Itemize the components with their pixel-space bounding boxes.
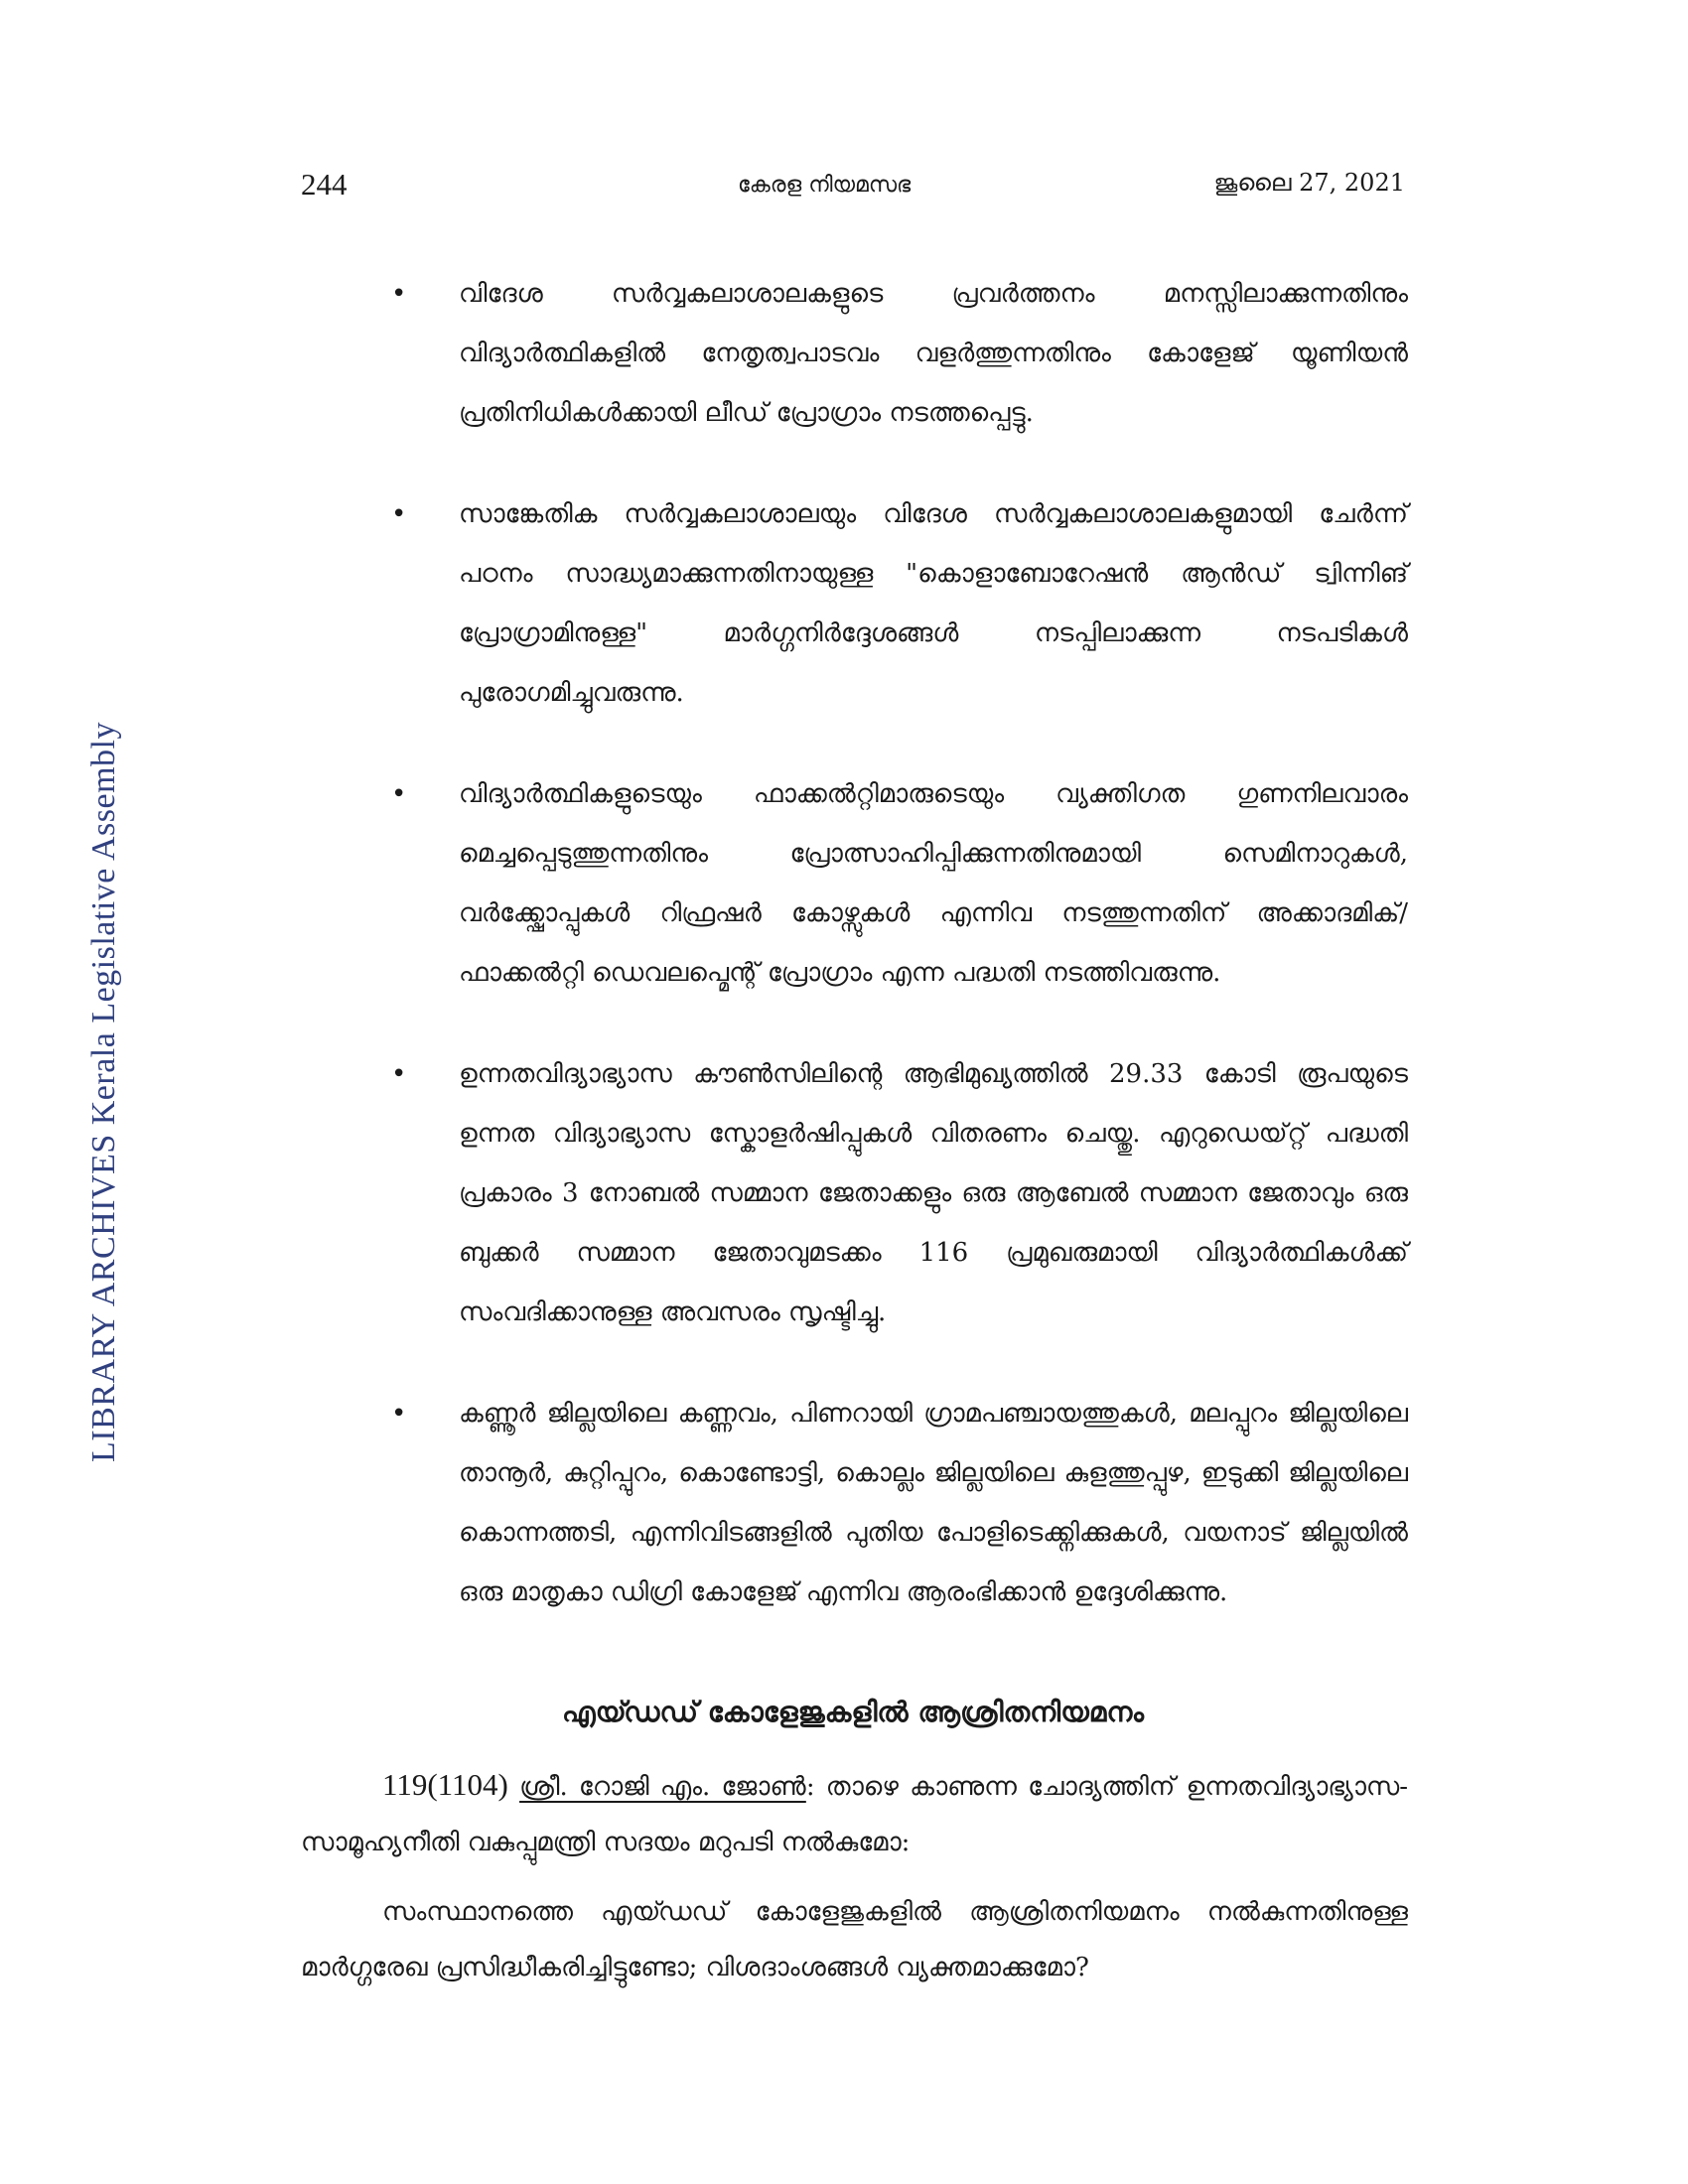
question-block [301,1757,1408,2009]
bullet-text: സാങ്കേതിക സർവ്വകലാശാലയും വിദേശ സർവ്വകലാശാലകളുമായി ചേർന്ന് പഠനം സാദ്ധ്യമാക്കുന്നതിനായുള്ള "കൊളാബോറേഷൻ ആൻഡ് ട്വിന്നിങ് പ്രോഗ്രാമിനുള്ള" മാർഗ്ഗനിർദ്ദേശങ്ങൾ നടപ്പിലാക്കുന്ന നടപടികൾ പുരോഗമിച്ചുവരുന്നു. [459,499,1408,708]
bullet-icon: • [391,279,407,309]
library-archives-watermark: LIBRARY ARCHIVES Kerala Legislative Assembly [85,721,122,1463]
bullet-icon: • [391,779,407,809]
running-title: കേരള നിയമസഭ [738,173,912,198]
question-intro-text: : താഴെ കാണുന്ന ചോദ്യത്തിന് ഉന്നതവിദ്യാഭ്യാസ-സാമൂഹ്യനീതി വകുപ്പുമന്ത്രി സദയം മറുപടി നൽകുമോ: [301,1772,1409,1857]
question-number: 119(1104) [382,1767,508,1802]
bullet-item [377,1044,1408,1342]
page-date: ജൂലൈ 27, 2021 [1213,169,1405,197]
question-intro [301,1757,1408,1870]
bullet-icon: • [391,1399,407,1429]
bullet-item [377,484,1408,723]
page-number: 244 [301,167,348,202]
bullet-text: വിദ്യാർത്ഥികളുടെയും ഫാക്കൽറ്റിമാരുടെയും വ്യക്തിഗത ഗുണനിലവാരം മെച്ചപ്പെടുത്തുന്നതിനും പ്രോത്സാഹിപ്പിക്കുന്നതിനുമായി സെമിനാറുകൾ, വർക്ക്ഷോപ്പുകൾ റിഫ്രഷർ കോഴ്സുകൾ എന്നിവ നടത്തുന്നതിന് അക്കാദമിക്/ഫാക്കൽറ്റി ഡെവലപ്മെന്റ് പ്രോഗ്രാം എന്ന പദ്ധതി നടത്തിവരുന്നു. [459,779,1408,988]
bullet-icon: • [391,1059,407,1089]
section-heading: എയ്ഡഡ് കോളേജുകളിൽ ആശ്രിതനിയമനം [561,1696,1145,1728]
bullet-text: ഉന്നതവിദ്യാഭ്യാസ കൗൺസിലിന്റെ ആഭിമുഖ്യത്തിൽ 29.33 കോടി രൂപയുടെ ഉന്നത വിദ്യാഭ്യാസ സ്കോളർഷിപ്പുകൾ വിതരണം ചെയ്തു. എറുഡെയ്റ്റ് പദ്ധതി പ്രകാരം 3 നോബൽ സമ്മാന ജേതാക്കളും ഒരു ആബേൽ സമ്മാന ജേതാവും ഒരു ബുക്കർ സമ്മാന ജേതാവുമടക്കം 116 പ്രമുഖരുമായി വിദ്യാർത്ഥികൾക്ക് സംവദിക്കാനുള്ള അവസരം സൃഷ്ടിച്ചു. [459,1059,1408,1327]
member-name: ശ്രീ. റോജി എം. ജോൺ [519,1772,806,1802]
bullet-text: കണ്ണൂർ ജില്ലയിലെ കണ്ണവം, പിണറായി ഗ്രാമപഞ്ചായത്തുകൾ, മലപ്പുറം ജില്ലയിലെ താനൂർ, കുറ്റിപ്പുറം, കൊണ്ടോട്ടി, കൊല്ലം ജില്ലയിലെ കുളത്തുപ്പുഴ, ഇടുക്കി ജില്ലയിലെ കൊന്നത്തടി, എന്നിവിടങ്ങളിൽ പുതിയ പോളിടെക്ക്നിക്കുകൾ, വയനാട് ജില്ലയിൽ ഒരു മാതൃകാ ഡിഗ്രി കോളേജ് എന്നിവ ആരംഭിക്കാൻ ഉദ്ദേശിക്കുന്നു. [459,1399,1408,1607]
bullet-item [377,1384,1408,1622]
bullet-text: വിദേശ സർവ്വകലാശാലകളുടെ പ്രവർത്തനം മനസ്സിലാക്കുന്നതിനും വിദ്യാർത്ഥികളിൽ നേതൃത്വപാടവം വളർത്തുന്നതിനും കോളേജ് യൂണിയൻ പ്രതിനിധികൾക്കായി ലീഡ് പ്രോഗ്രാം നടത്തപ്പെട്ടു. [459,279,1408,428]
bullet-item [377,264,1408,443]
question-body: സംസ്ഥാനത്തെ എയ്ഡഡ് കോളേജുകളിൽ ആശ്രിതനിയമനം നൽകുന്നതിനുള്ള മാർഗ്ഗരേഖ പ്രസിദ്ധീകരിച്ചിട്ടുണ്ടോ; വിശദാംശങ്ങൾ വ്യക്തമാക്കുമോ? [301,1897,1408,1982]
page-header [301,167,1405,210]
bullet-icon: • [391,499,407,529]
bullet-list [377,264,1408,1664]
bullet-item [377,764,1408,1003]
